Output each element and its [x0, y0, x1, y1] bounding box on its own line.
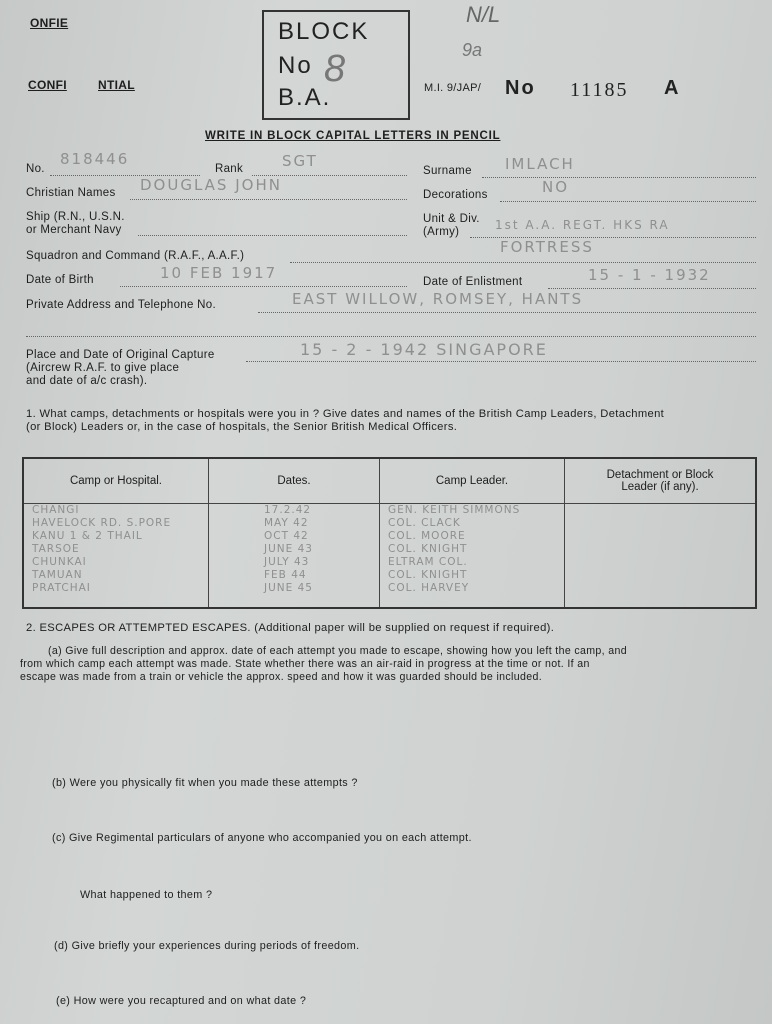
ship-line — [138, 235, 407, 236]
table-cell: MAY 42 — [264, 517, 309, 529]
col-camp-leader — [380, 504, 565, 609]
table-cell: JUNE 45 — [264, 582, 313, 594]
squadron-label: Squadron and Command (R.A.F., A.A.F.) — [26, 250, 245, 262]
question-2d: (d) Give briefly your experiences during periods of freedom. — [54, 940, 360, 952]
ship-label-2: or Merchant Navy — [26, 224, 122, 236]
confidential-right: NTIAL — [98, 78, 135, 92]
question-2a-line-2: from which camp each attempt was made. State whether there was an air-raid in progress at the time or not. If an — [20, 658, 590, 670]
decorations-line — [500, 201, 756, 202]
camps-table-body — [23, 504, 756, 609]
header-camp: Camp or Hospital. — [23, 458, 209, 504]
table-cell: JUNE 43 — [264, 543, 313, 555]
confidential-left: CONFI — [28, 78, 67, 92]
decorations-value: NO — [542, 178, 570, 196]
table-cell: TAMUAN — [32, 569, 83, 581]
question-1-line-1: 1. What camps, detachments or hospitals were you in ? Give dates and names of the British Camp Leaders, Detachment — [26, 408, 665, 420]
address-line-2 — [26, 336, 756, 337]
capture-line — [246, 361, 756, 362]
dob-label: Date of Birth — [26, 274, 94, 286]
no-field-value: 818446 — [60, 150, 130, 168]
christian-names-value: DOUGLAS JOHN — [140, 176, 282, 194]
rank-value: SGT — [282, 152, 318, 170]
unit-value-2: FORTRESS — [500, 238, 594, 256]
no-field-label: No. — [26, 163, 45, 175]
address-line — [258, 312, 756, 313]
christian-names-label: Christian Names — [26, 187, 116, 199]
corner-mark: N/L — [466, 2, 501, 27]
header-camp-leader: Camp Leader. — [380, 458, 565, 504]
surname-value: IMLACH — [505, 155, 575, 173]
question-2-title: 2. ESCAPES OR ATTEMPTED ESCAPES. (Additional paper will be supplied on request if required). — [26, 622, 555, 634]
address-value: EAST WILLOW, ROMSEY, HANTS — [292, 290, 584, 308]
table-cell: PRATCHAI — [32, 582, 91, 594]
table-cell: JULY 43 — [264, 556, 310, 568]
enlistment-value: 15 - 1 - 1932 — [588, 266, 711, 284]
camps-table-header — [23, 458, 756, 504]
col-detachment — [565, 504, 757, 609]
header-dates: Dates. — [209, 458, 380, 504]
dob-value: 10 FEB 1917 — [160, 264, 278, 282]
stamp-line-3: B.A. — [278, 84, 332, 111]
camps-table — [22, 457, 757, 609]
table-cell: KANU 1 & 2 THAIL — [32, 530, 143, 542]
surname-label: Surname — [423, 165, 472, 177]
table-cell: ELTRAM COL. — [388, 556, 468, 568]
ship-label-1: Ship (R.N., U.S.N. — [26, 211, 125, 223]
unit-label-2: (Army) — [423, 226, 460, 238]
table-cell: OCT 42 — [264, 530, 309, 542]
table-cell: 17.2.42 — [264, 504, 312, 516]
block-stamp — [262, 10, 410, 120]
table-cell: COL. HARVEY — [388, 582, 470, 594]
capture-label-3: and date of a/c crash). — [26, 375, 148, 387]
stamp-handwritten: 8 — [324, 48, 348, 90]
capture-label-2: (Aircrew R.A.F. to give place — [26, 362, 180, 374]
table-cell: COL. CLACK — [388, 517, 461, 529]
question-2b: (b) Were you physically fit when you made these attempts ? — [52, 777, 358, 789]
question-2a-line-1: (a) Give full description and approx. date of each attempt you made to escape, showing how you left the camp, and — [48, 645, 627, 657]
ref-code: M.I. 9/JAP/ — [424, 82, 482, 94]
christian-names-line — [130, 199, 407, 200]
table-cell: CHANGI — [32, 504, 80, 516]
question-2a-line-3: escape was made from a train or vehicle the approx. speed and how it was guarded should be included. — [20, 671, 543, 683]
question-1-line-2: (or Block) Leaders or, in the case of hospitals, the Senior British Medical Officers. — [26, 421, 458, 433]
question-2e: (e) How were you recaptured and on what date ? — [56, 995, 307, 1007]
question-2c: (c) Give Regimental particulars of anyone who accompanied you on each attempt. — [52, 832, 472, 844]
no-label: No — [505, 77, 536, 99]
confidential-top: ONFIE — [30, 16, 69, 30]
squadron-line — [290, 262, 756, 263]
dob-line — [120, 286, 407, 287]
header-detachment: Detachment or Block Leader (if any). — [565, 458, 757, 504]
enlistment-label: Date of Enlistment — [423, 276, 523, 288]
capture-value: 15 - 2 - 1942 SINGAPORE — [300, 340, 548, 359]
table-cell: TARSOE — [32, 543, 80, 555]
instruction-heading: WRITE IN BLOCK CAPITAL LETTERS IN PENCIL — [205, 130, 501, 142]
table-cell: HAVELOCK RD. S.PORE — [32, 517, 172, 529]
table-cell: FEB 44 — [264, 569, 307, 581]
decorations-label: Decorations — [423, 189, 488, 201]
question-2c-sub: What happened to them ? — [80, 889, 213, 901]
table-cell: CHUNKAI — [32, 556, 87, 568]
capture-label-1: Place and Date of Original Capture — [26, 349, 215, 361]
table-cell: COL. KNIGHT — [388, 569, 468, 581]
enlistment-line — [548, 288, 756, 289]
col-dates — [209, 504, 380, 609]
stamp-line-1: BLOCK — [278, 18, 370, 45]
corner-mark-2: 9a — [462, 40, 483, 60]
unit-label-1: Unit & Div. — [423, 213, 480, 225]
surname-line — [482, 177, 756, 178]
unit-value-1: 1st A.A. REGT. HKS RA — [495, 218, 670, 232]
rank-label: Rank — [215, 163, 244, 175]
table-cell: COL. KNIGHT — [388, 543, 468, 555]
table-cell: COL. MOORE — [388, 530, 466, 542]
document-suffix: A — [664, 77, 681, 99]
table-cell: GEN. KEITH SIMMONS — [388, 504, 521, 516]
address-label: Private Address and Telephone No. — [26, 299, 216, 311]
stamp-line-2: No — [278, 52, 313, 79]
document-number: 11185 — [570, 79, 629, 101]
col-camp — [23, 504, 209, 609]
